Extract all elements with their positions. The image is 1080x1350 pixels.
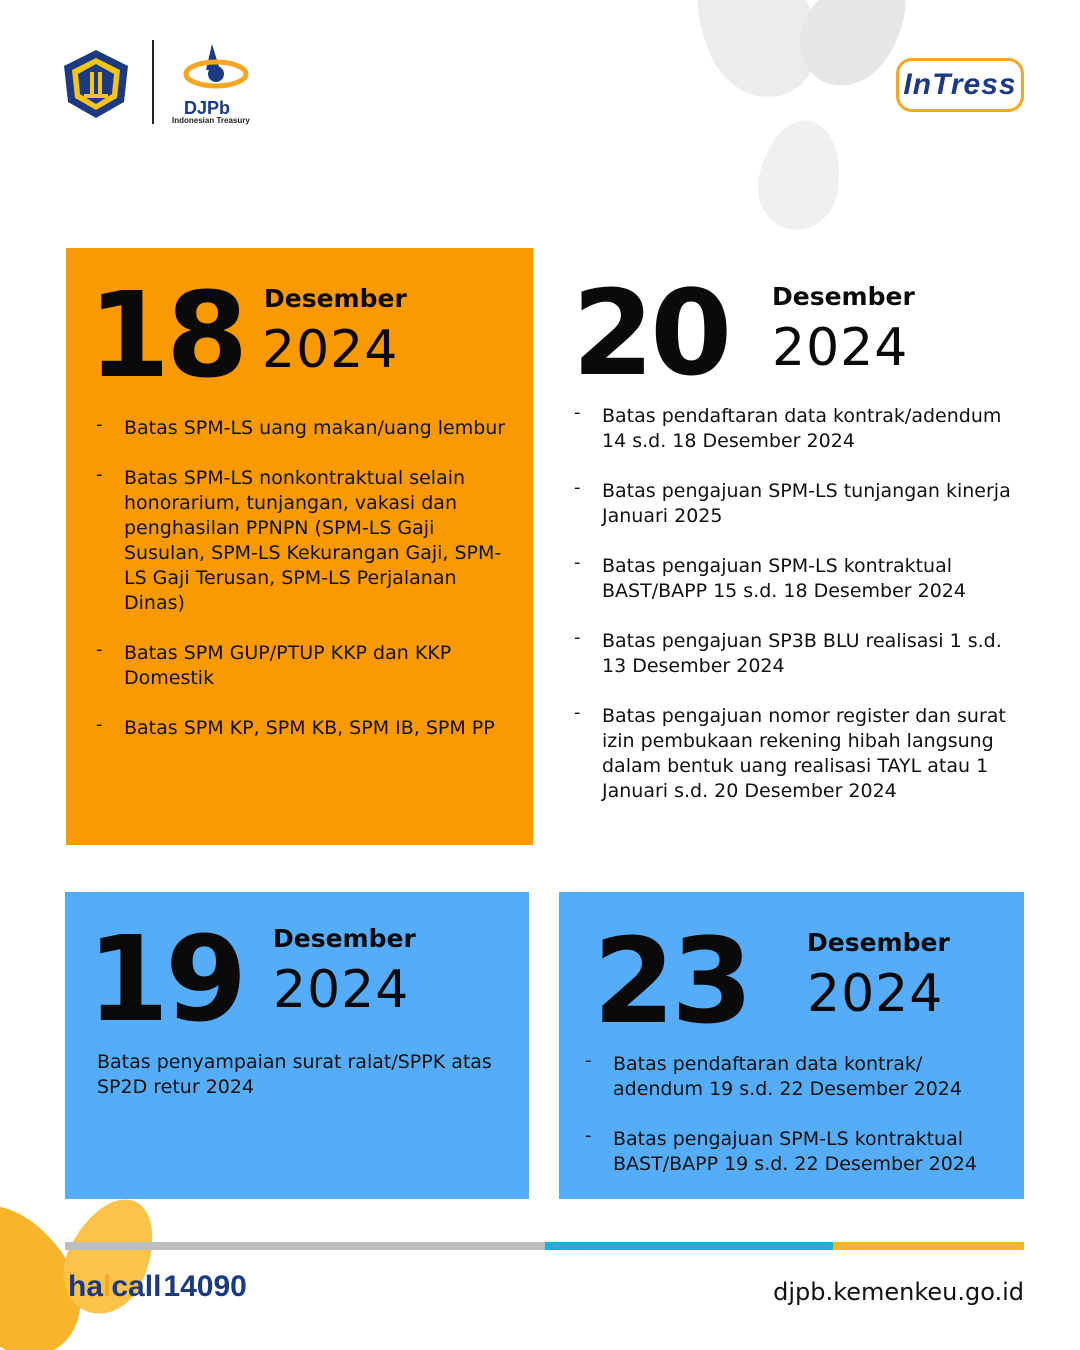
card-day-number: 20 <box>572 264 729 402</box>
card-month: Desember <box>273 924 416 953</box>
list-item: - Batas SPM KP, SPM KB, SPM IB, SPM PP <box>96 716 506 741</box>
footer-bar-yellow <box>833 1242 1024 1250</box>
list-item: - Batas pengajuan SPM-LS kontraktual BAST/BAPP 15 s.d. 18 Desember 2024 <box>574 554 1022 604</box>
card-year: 2024 <box>807 964 944 1024</box>
brand-name: DJPb <box>184 98 231 118</box>
list-item: - Batas pengajuan nomor register dan surat izin pembukaan rekening hibah langsung dalam bentuk uang realisasi TAYL atau 1 Januari s.d. 20 Desember 2024 <box>574 704 1022 804</box>
list-item: - Batas SPM-LS nonkontraktual selain honorarium, tunjangan, vakasi dan penghasilan PPNPN (SPM-LS Gaji Susulan, SPM-LS Kekurangan Gaji, SPM-LS Gaji Terusan, SPM-LS Perjalanan Dinas) <box>96 466 506 616</box>
hotline-number: 14090 <box>163 1270 247 1303</box>
card-year: 2024 <box>273 960 410 1020</box>
card-18-desember <box>66 248 533 845</box>
list-item: - Batas pengajuan SP3B BLU realisasi 1 s.d. 13 Desember 2024 <box>574 629 1022 679</box>
card-23-desember <box>559 892 1024 1199</box>
list-item: - Batas SPM GUP/PTUP KKP dan KKP Domestik <box>96 641 506 691</box>
hotline-mid: l <box>103 1270 112 1303</box>
list-item: - Batas SPM-LS uang makan/uang lembur <box>96 416 506 441</box>
card-day-number: 23 <box>593 912 750 1050</box>
card-month: Desember <box>807 928 950 957</box>
kemenkeu-logo-icon <box>60 48 132 120</box>
card-day-number: 18 <box>88 266 245 404</box>
card-deadline-list <box>574 404 1022 829</box>
list-item: - Batas pengajuan SPM-LS kontraktual BAST/BAPP 19 s.d. 22 Desember 2024 <box>585 1127 1015 1177</box>
brand-subtitle: Indonesian Treasury <box>172 116 250 125</box>
hotline-prefix: ha <box>68 1270 104 1303</box>
card-20-desember <box>560 248 1024 845</box>
footer-bar-gray <box>65 1242 545 1250</box>
card-day-number: 19 <box>87 910 244 1048</box>
list-item: - Batas pengajuan SPM-LS tunjangan kinerja Januari 2025 <box>574 479 1022 529</box>
card-19-desember <box>65 892 529 1199</box>
footer-bar-cyan <box>545 1242 833 1250</box>
intress-logo: InTress <box>896 58 1024 112</box>
hallo-hotline <box>68 1270 247 1304</box>
list-item: - Batas pendaftaran data kontrak/ adendum 19 s.d. 22 Desember 2024 <box>585 1052 1015 1102</box>
card-year: 2024 <box>262 320 399 380</box>
card-month: Desember <box>264 284 407 313</box>
hotline-call: call <box>111 1270 162 1303</box>
card-deadline-text: Batas penyampaian surat ralat/SPPK atas SP2D retur 2024 <box>97 1051 492 1098</box>
decorative-petal-top <box>751 114 849 236</box>
website-link[interactable]: djpb.kemenkeu.go.id <box>773 1278 1024 1306</box>
card-deadline-list <box>96 416 506 766</box>
list-item: - Batas pendaftaran data kontrak/adendum 14 s.d. 18 Desember 2024 <box>574 404 1022 454</box>
card-month: Desember <box>772 282 915 311</box>
header-divider <box>152 40 154 124</box>
card-year: 2024 <box>772 318 909 378</box>
card-deadline-list <box>585 1052 1015 1202</box>
